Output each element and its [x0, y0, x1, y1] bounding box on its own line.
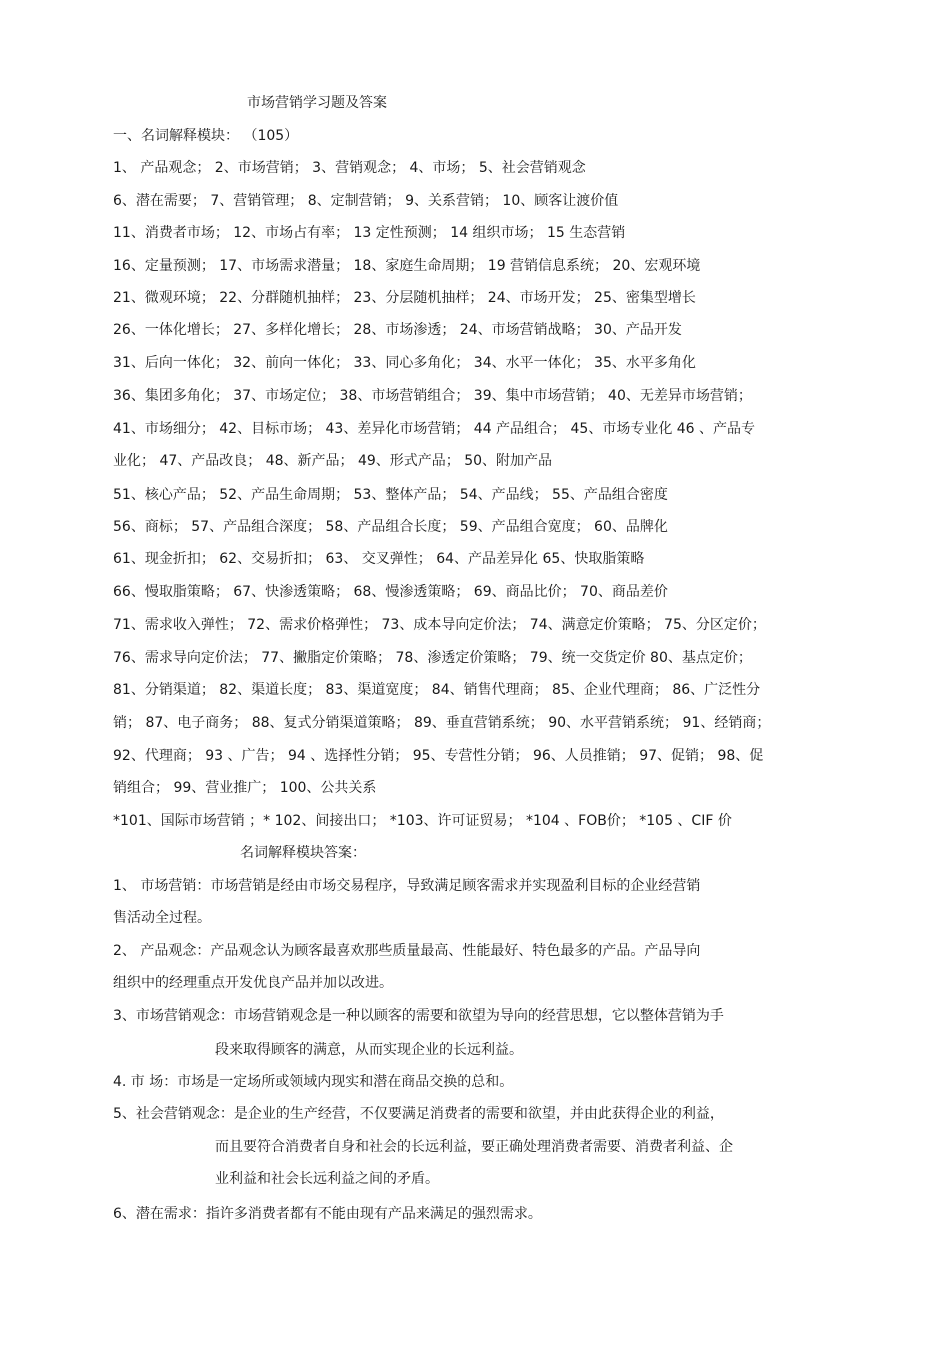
term-line: 销组合； 99、营业推广； 100、公共关系 [113, 780, 377, 796]
term-line: 66、慢取脂策略； 67、快渗透策略； 68、慢渗透策略； 69、商品比价； 70、商品差价 [113, 584, 668, 600]
answer-line: 3、市场营销观念：市场营销观念是一种以顾客的需要和欲望为导向的经营思想，它以整体营销为手 [113, 1008, 724, 1024]
answer-line: 段来取得顾客的满意，从而实现企业的长远利益。 [215, 1042, 523, 1058]
answer-line: 而且要符合消费者自身和社会的长远利益，要正确处理消费者需要、消费者利益、企 [215, 1139, 733, 1155]
term-line: 1、 产品观念； 2、市场营销； 3、营销观念； 4、市场； 5、社会营销观念 [113, 160, 586, 176]
answer-line: 业利益和社会长远利益之间的矛盾。 [215, 1171, 439, 1187]
term-line: 71、需求收入弹性； 72、需求价格弹性； 73、成本导向定价法； 74、满意定价策略； 75、分区定价； [113, 617, 766, 633]
term-line: 26、一体化增长； 27、多样化增长； 28、市场渗透； 24、市场营销战略； 30、产品开发 [113, 322, 682, 338]
term-line: 92、代理商； 93 、广告； 94 、选择性分销； 95、专营性分销； 96、人员推销； 97、促销； 98、促 [113, 748, 764, 764]
term-line: *101、国际市场营销 ；* 102、间接出口； *103、许可证贸易； *104 、FOB价； *105 、CIF 价 [113, 813, 732, 829]
term-line: 21、微观环境； 22、分群随机抽样； 23、分层随机抽样； 24、市场开发； 25、密集型增长 [113, 290, 696, 306]
answer-line: 2、 产品观念：产品观念认为顾客最喜欢那些质量最高、性能最好、特色最多的产品。产品导向 [113, 943, 701, 959]
term-line: 81、分销渠道； 82、渠道长度； 83、渠道宽度； 84、销售代理商； 85、企业代理商； 86、广泛性分 [113, 682, 761, 698]
term-line: 6、潜在需要； 7、营销管理； 8、定制营销； 9、关系营销； 10、顾客让渡价值 [113, 193, 619, 209]
answer-line: 1、 市场营销：市场营销是经由市场交易程序，导致满足顾客需求并实现盈利目标的企业经营销 [113, 878, 701, 894]
answer-line: 5、社会营销观念：是企业的生产经营，不仅要满足消费者的需要和欲望，并由此获得企业的利益， [113, 1106, 724, 1122]
term-line: 61、现金折扣； 62、交易折扣； 63、 交叉弹性； 64、产品差异化 65、快取脂策略 [113, 551, 645, 567]
term-line: 56、商标； 57、产品组合深度； 58、产品组合长度； 59、产品组合宽度； 60、品牌化 [113, 519, 668, 535]
answer-line: 4. 市 场：市场是一定场所或领域内现实和潜在商品交换的总和。 [113, 1074, 514, 1090]
term-line: 51、核心产品； 52、产品生命周期； 53、整体产品； 54、产品线； 55、产品组合密度 [113, 487, 668, 503]
term-line: 31、后向一体化； 32、前向一体化； 33、同心多角化； 34、水平一体化； 35、水平多角化 [113, 355, 696, 371]
term-line: 11、消费者市场； 12、市场占有率； 13 定性预测； 14 组织市场； 15 生态营销 [113, 225, 626, 241]
answer-line: 组织中的经理重点开发优良产品并加以改进。 [113, 975, 393, 991]
term-line: 业化； 47、产品改良； 48、新产品； 49、形式产品； 50、附加产品 [113, 453, 553, 469]
term-line: 76、需求导向定价法； 77、撇脂定价策略； 78、渗透定价策略； 79、统一交货定价 80、基点定价； [113, 650, 752, 666]
document-title: 市场营销学习题及答案 [247, 95, 387, 111]
term-line: 销； 87、电子商务； 88、复式分销渠道策略； 89、垂直营销系统； 90、水平营销系统； 91、经销商； [113, 715, 771, 731]
term-line: 36、集团多角化； 37、市场定位； 38、市场营销组合； 39、集中市场营销； 40、无差异市场营销； [113, 388, 752, 404]
term-line: 41、市场细分； 42、目标市场； 43、差异化市场营销； 44 产品组合； 45、市场专业化 46 、产品专 [113, 421, 756, 437]
answer-line: 售活动全过程。 [113, 910, 211, 926]
answers-heading: 名词解释模块答案： [240, 845, 366, 861]
term-line: 16、定量预测； 17、市场需求潜量； 18、家庭生命周期； 19 营销信息系统； 20、宏观环境 [113, 258, 701, 274]
answer-line: 6、潜在需求：指许多消费者都有不能由现有产品来满足的强烈需求。 [113, 1206, 542, 1222]
section-heading: 一、名词解释模块： （105） [113, 128, 299, 144]
